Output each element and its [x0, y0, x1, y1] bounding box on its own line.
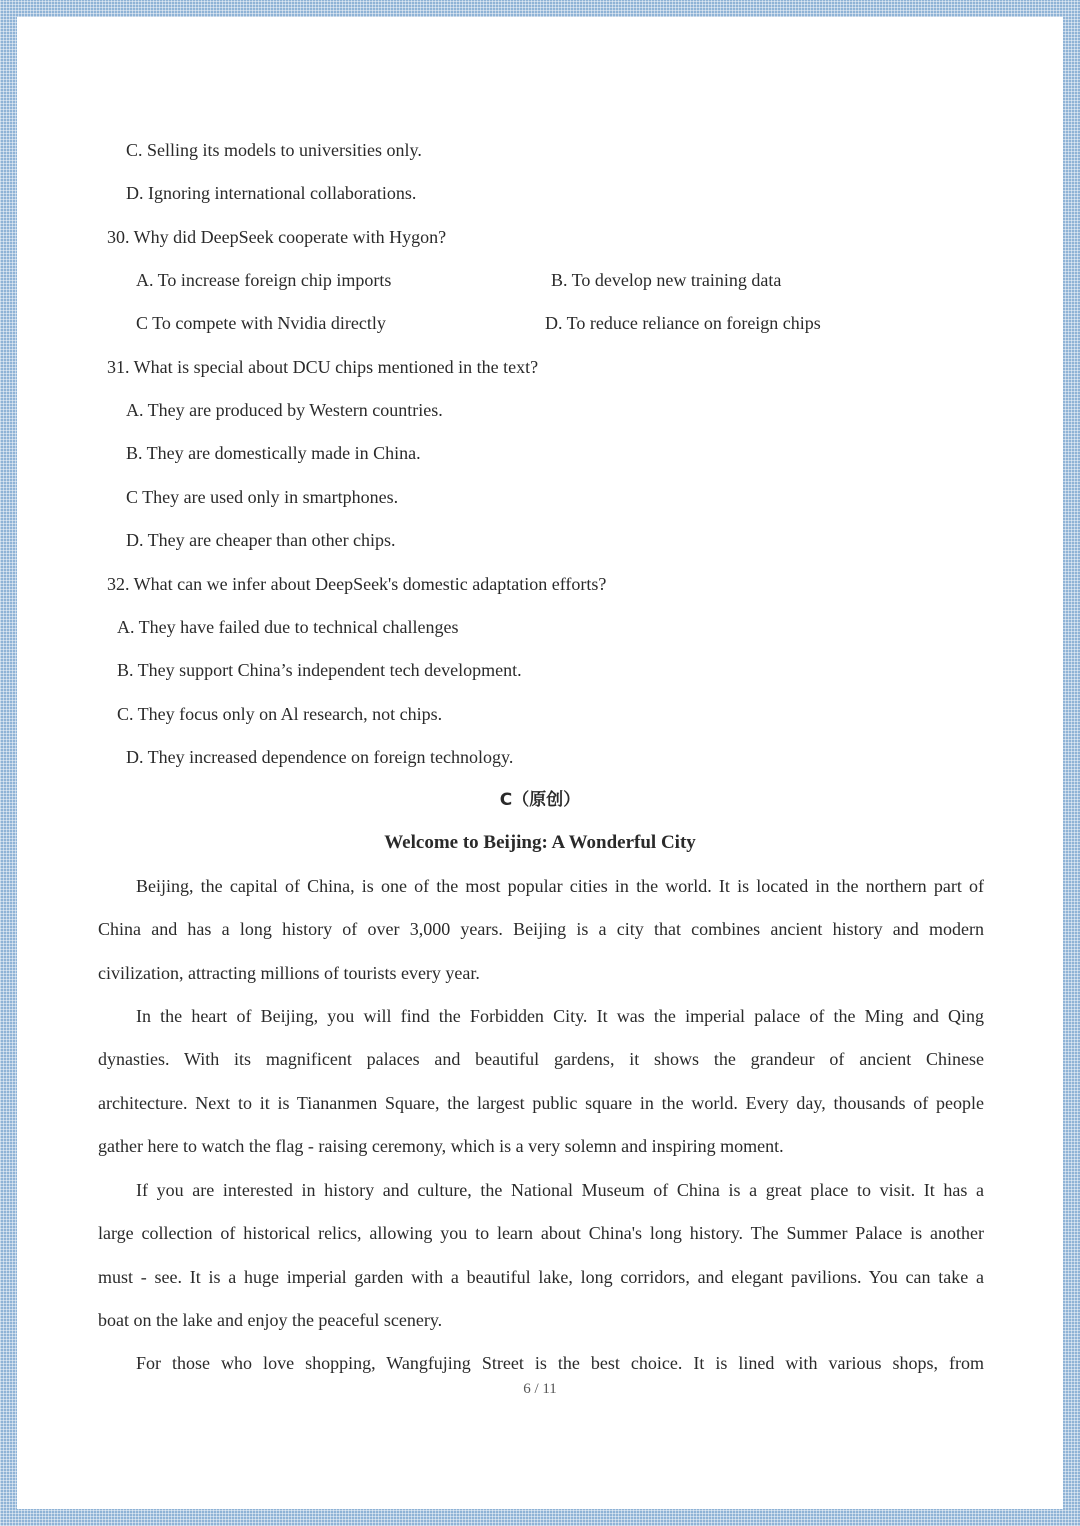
q32-option-c: C. They focus only on Al research, not chips. [117, 704, 443, 724]
paragraph-line: must - see. It is a huge imperial garden with a beautiful lake, long corridors, and elegant pavilions. You can take a [98, 1266, 984, 1287]
q31-option-d: D. They are cheaper than other chips. [126, 530, 396, 550]
paragraph-line: dynasties. With its magnificent palaces and beautiful gardens, it shows the grandeur of ancient Chinese [98, 1049, 984, 1070]
paragraph-line: large collection of historical relics, allowing you to learn about China's long history. The Summer Palace is another [98, 1223, 984, 1244]
paragraph-line: boat on the lake and enjoy the peaceful scenery. [98, 1310, 443, 1331]
q32-option-a: A. They have failed due to technical challenges [117, 617, 459, 637]
q32-question: 32. What can we infer about DeepSeek's domestic adaptation efforts? [107, 574, 607, 594]
q29-option-d: D. Ignoring international collaborations. [126, 183, 417, 203]
paragraph-3 [98, 1169, 984, 1343]
paragraph-line: gather here to watch the flag - raising ceremony, which is a very solemn and inspiring moment. [98, 1136, 784, 1157]
q30-option-a: A. To increase foreign chip imports [136, 270, 392, 290]
q31-option-a: A. They are produced by Western countries. [126, 400, 443, 420]
paragraph-line: civilization, attracting millions of tourists every year. [98, 962, 480, 983]
q30-option-c: C To compete with Nvidia directly [136, 313, 386, 333]
paragraph-line: For those who love shopping, Wangfujing Street is the best choice. It is lined with various shops, from [136, 1353, 984, 1373]
q29-option-c: C. Selling its models to universities only. [126, 140, 422, 160]
paragraph-line: Beijing, the capital of China, is one of the most popular cities in the world. It is located in the northern part of [136, 876, 984, 896]
paragraph-1 [98, 865, 984, 995]
document-page [17, 17, 1063, 1509]
q31-option-b: B. They are domestically made in China. [126, 443, 421, 463]
paragraph-line: China and has a long history of over 3,000 years. Beijing is a city that combines ancient history and modern [98, 919, 984, 940]
q31-question: 31. What is special about DCU chips mentioned in the text? [107, 357, 539, 377]
paragraph-line: architecture. Next to it is Tiananmen Square, the largest public square in the world. Every day, thousands of people [98, 1092, 984, 1113]
q31-option-c: C They are used only in smartphones. [126, 487, 399, 507]
section-label: C（原创） [499, 790, 581, 810]
paragraph-2 [98, 995, 984, 1169]
page-number: 6 / 11 [523, 1381, 557, 1397]
q32-option-d: D. They increased dependence on foreign technology. [126, 747, 514, 767]
q30-option-d: D. To reduce reliance on foreign chips [545, 313, 821, 333]
passage-title: Welcome to Beijing: A Wonderful City [384, 832, 696, 853]
paragraph-line: In the heart of Beijing, you will find the Forbidden City. It was the imperial palace of the Ming and Qing [136, 1006, 984, 1026]
paragraph-line: If you are interested in history and culture, the National Museum of China is a great place to visit. It has a [136, 1180, 984, 1200]
q30-option-b: B. To develop new training data [551, 270, 782, 290]
q32-option-b: B. They support China’s independent tech development. [117, 660, 522, 680]
q30-question: 30. Why did DeepSeek cooperate with Hygon? [107, 227, 447, 247]
